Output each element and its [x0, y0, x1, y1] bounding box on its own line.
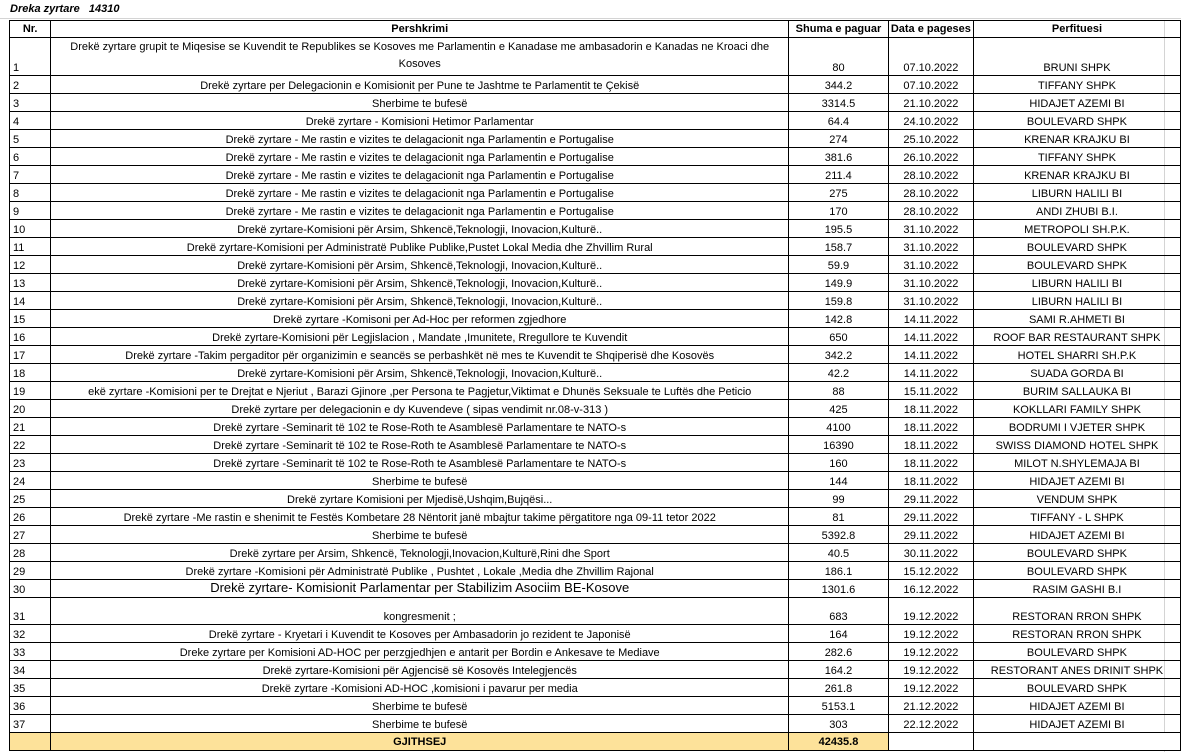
table-row — [10, 76, 1181, 94]
table-row — [10, 184, 1181, 202]
row-date-cell[interactable]: 16.12.2022 — [888, 580, 973, 598]
row-amount-cell[interactable]: 99 — [789, 490, 889, 508]
row-amount-cell[interactable]: 274 — [789, 130, 889, 148]
row-nr-cell[interactable]: 34 — [10, 661, 51, 679]
row-amount-cell[interactable]: 195.5 — [789, 220, 889, 238]
table-row — [10, 526, 1181, 544]
row-amount-cell[interactable]: 42.2 — [789, 364, 889, 382]
total-label[interactable]: GJITHSEJ — [51, 733, 789, 751]
row-date-cell[interactable]: 29.11.2022 — [888, 508, 973, 526]
row-nr-cell[interactable]: 37 — [10, 715, 51, 733]
row-date-cell[interactable]: 29.11.2022 — [888, 526, 973, 544]
row-nr-cell[interactable]: 13 — [10, 274, 51, 292]
row-date-cell[interactable]: 18.11.2022 — [888, 472, 973, 490]
row-beneficiary-cell[interactable]: LIBURN HALILI BI — [973, 274, 1180, 292]
table-row — [10, 715, 1181, 733]
table-row — [10, 292, 1181, 310]
row-beneficiary-cell[interactable]: KRENAR KRAJKU BI — [973, 166, 1180, 184]
row-amount-cell[interactable]: 16390 — [789, 436, 889, 454]
row-beneficiary-cell[interactable]: BRUNI SHPK — [973, 38, 1180, 76]
row-nr-cell[interactable]: 6 — [10, 148, 51, 166]
row-beneficiary-cell[interactable]: SUADA GORDA BI — [973, 364, 1180, 382]
table-row — [10, 38, 1181, 76]
row-date-cell[interactable]: 26.10.2022 — [888, 148, 973, 166]
row-amount-cell[interactable]: 159.8 — [789, 292, 889, 310]
row-nr-cell[interactable]: 14 — [10, 292, 51, 310]
row-beneficiary-cell[interactable]: HIDAJET AZEMI BI — [973, 715, 1180, 733]
row-amount-cell[interactable]: 142.8 — [789, 310, 889, 328]
table-row — [10, 454, 1181, 472]
row-description-cell[interactable]: Drekë zyrtare-Komisioni për Arsim, Shkencë,Teknologji, Inovacion,Kulturë.. — [51, 256, 789, 274]
row-nr-cell[interactable]: 32 — [10, 625, 51, 643]
table-row — [10, 274, 1181, 292]
row-beneficiary-cell[interactable]: ROOF BAR RESTAURANT SHPK — [973, 328, 1180, 346]
row-amount-cell[interactable]: 261.8 — [789, 679, 889, 697]
row-description-cell[interactable]: Drekë zyrtare-Komisioni për Arsim, Shkencë,Teknologji, Inovacion,Kulturë.. — [51, 274, 789, 292]
row-amount-cell[interactable]: 4100 — [789, 418, 889, 436]
row-beneficiary-cell[interactable]: LIBURN HALILI BI — [973, 292, 1180, 310]
row-nr-cell[interactable]: 33 — [10, 643, 51, 661]
row-amount-cell[interactable]: 342.2 — [789, 346, 889, 364]
table-row — [10, 382, 1181, 400]
row-nr-cell[interactable]: 15 — [10, 310, 51, 328]
row-beneficiary-cell[interactable]: BOULEVARD SHPK — [973, 256, 1180, 274]
row-date-cell[interactable]: 07.10.2022 — [888, 76, 973, 94]
header-amount[interactable]: Shuma e paguar — [789, 21, 889, 38]
row-date-cell[interactable]: 19.12.2022 — [888, 661, 973, 679]
row-nr-cell[interactable]: 5 — [10, 130, 51, 148]
row-amount-cell[interactable]: 170 — [789, 202, 889, 220]
row-description-cell[interactable]: Drekë zyrtare-Komisioni për Arsim, Shkencë,Teknologji, Inovacion,Kulturë.. — [51, 364, 789, 382]
row-date-cell[interactable]: 15.11.2022 — [888, 382, 973, 400]
row-nr-cell[interactable]: 10 — [10, 220, 51, 238]
row-date-cell[interactable]: 18.11.2022 — [888, 400, 973, 418]
row-amount-cell[interactable]: 64.4 — [789, 112, 889, 130]
row-amount-cell[interactable]: 149.9 — [789, 274, 889, 292]
row-nr-cell[interactable]: 27 — [10, 526, 51, 544]
table-row — [10, 697, 1181, 715]
row-nr-cell[interactable]: 12 — [10, 256, 51, 274]
row-nr-cell[interactable]: 30 — [10, 580, 51, 598]
table-row — [10, 562, 1181, 580]
row-amount-cell[interactable]: 80 — [789, 38, 889, 76]
row-description-cell[interactable]: Sherbime te bufesë — [51, 715, 789, 733]
row-description-cell[interactable]: Drekë zyrtare per Arsim, Shkencë, Teknologji,Inovacion,Kulturë,Rini dhe Sport — [51, 544, 789, 562]
row-beneficiary-cell[interactable]: BOULEVARD SHPK — [973, 643, 1180, 661]
row-date-cell[interactable]: 31.10.2022 — [888, 238, 973, 256]
row-beneficiary-cell[interactable]: BODRUMI I VJETER SHPK — [973, 418, 1180, 436]
row-date-cell[interactable]: 19.12.2022 — [888, 598, 973, 625]
row-beneficiary-cell[interactable]: ANDI ZHUBI B.I. — [973, 202, 1180, 220]
row-date-cell[interactable]: 29.11.2022 — [888, 490, 973, 508]
total-amount[interactable]: 42435.8 — [789, 733, 889, 751]
row-nr-cell[interactable]: 1 — [10, 38, 51, 76]
table-row — [10, 94, 1181, 112]
row-date-cell[interactable]: 28.10.2022 — [888, 166, 973, 184]
row-beneficiary-cell[interactable]: TIFFANY - L SHPK — [973, 508, 1180, 526]
row-date-cell[interactable]: 07.10.2022 — [888, 38, 973, 76]
row-beneficiary-cell[interactable]: TIFFANY SHPK — [973, 148, 1180, 166]
row-date-cell[interactable]: 22.12.2022 — [888, 715, 973, 733]
row-date-cell[interactable]: 24.10.2022 — [888, 112, 973, 130]
row-beneficiary-cell[interactable]: BOULEVARD SHPK — [973, 679, 1180, 697]
row-date-cell[interactable]: 25.10.2022 — [888, 130, 973, 148]
header-beneficiary[interactable]: Perfituesi — [973, 21, 1180, 38]
header-nr[interactable]: Nr. — [10, 21, 51, 38]
row-nr-cell[interactable]: 26 — [10, 508, 51, 526]
row-amount-cell[interactable]: 683 — [789, 598, 889, 625]
row-description-cell[interactable]: Sherbime te bufesë — [51, 697, 789, 715]
table-row — [10, 112, 1181, 130]
row-nr-cell[interactable]: 31 — [10, 598, 51, 625]
total-nr-cell[interactable] — [10, 733, 51, 751]
row-nr-cell[interactable]: 22 — [10, 436, 51, 454]
row-amount-cell[interactable]: 59.9 — [789, 256, 889, 274]
table-row — [10, 661, 1181, 679]
row-description-cell[interactable]: Drekë zyrtare per Delegacionin e Komisionit per Pune te Jashtme te Parlamentit te Çekisë — [51, 76, 789, 94]
row-beneficiary-cell[interactable]: MILOT N.SHYLEMAJA BI — [973, 454, 1180, 472]
row-amount-cell[interactable]: 303 — [789, 715, 889, 733]
row-description-cell[interactable]: Drekë zyrtare -Komisioni për Administratë Publike , Pushtet , Lokale ,Media dhe Zhvillim Rajonal — [51, 562, 789, 580]
table-row — [10, 490, 1181, 508]
row-amount-cell[interactable]: 186.1 — [789, 562, 889, 580]
row-divider — [0, 18, 1181, 19]
row-nr-cell[interactable]: 9 — [10, 202, 51, 220]
row-amount-cell[interactable]: 144 — [789, 472, 889, 490]
row-nr-cell[interactable]: 24 — [10, 472, 51, 490]
row-description-cell[interactable]: Drekë zyrtare -Komisioni AD-HOC ,komisioni i pavarur per media — [51, 679, 789, 697]
row-description-cell[interactable]: Drekë zyrtare-Komisioni për Arsim, Shkencë,Teknologji, Inovacion,Kulturë.. — [51, 292, 789, 310]
row-description-cell[interactable]: Drekë zyrtare-Komisioni për Legjislacion , Mandate ,Imunitete, Rregullore te Kuvendit — [51, 328, 789, 346]
table-row — [10, 310, 1181, 328]
row-amount-cell[interactable]: 88 — [789, 382, 889, 400]
row-amount-cell[interactable]: 5153.1 — [789, 697, 889, 715]
row-beneficiary-cell[interactable]: HOTEL SHARRI SH.P.K — [973, 346, 1180, 364]
table-row — [10, 436, 1181, 454]
row-description-cell[interactable]: Drekë zyrtare -Seminarit të 102 te Rose-Roth te Asamblesë Parlamentare te NATO-s — [51, 418, 789, 436]
row-amount-cell[interactable]: 275 — [789, 184, 889, 202]
row-beneficiary-cell[interactable]: KRENAR KRAJKU BI — [973, 130, 1180, 148]
row-date-cell[interactable]: 19.12.2022 — [888, 643, 973, 661]
row-description-cell[interactable]: Drekë zyrtare - Komisioni Hetimor Parlamentar — [51, 112, 789, 130]
row-description-cell[interactable]: Drekë zyrtare - Kryetari i Kuvendit te Kosoves per Ambasadorin jo rezident te Japonisë — [51, 625, 789, 643]
row-description-cell[interactable]: Drekë zyrtare- Komisionit Parlamentar per Stabilizim Asociim BE-Kosove — [51, 580, 789, 598]
row-amount-cell[interactable]: 40.5 — [789, 544, 889, 562]
table-row — [10, 328, 1181, 346]
row-description-cell[interactable]: Drekë zyrtare - Me rastin e vizites te delagacionit nga Parlamentin e Portugalise — [51, 166, 789, 184]
row-nr-cell[interactable]: 25 — [10, 490, 51, 508]
row-description-cell[interactable]: Drekë zyrtare -Takim pergaditor për organizimin e seancës se perbashkët në mes te Kuvendit te Shqiperisë dhe Kosovës — [51, 346, 789, 364]
row-date-cell[interactable]: 31.10.2022 — [888, 292, 973, 310]
sheet-caption: Dreka zyrtare 14310 — [10, 3, 120, 15]
row-amount-cell[interactable]: 381.6 — [789, 148, 889, 166]
table-row — [10, 256, 1181, 274]
table-row — [10, 238, 1181, 256]
row-description-cell[interactable]: ekë zyrtare -Komisioni per te Drejtat e Njeriut , Barazi Gjinore ,per Persona te Pagjetur,Viktimat e Dhunës Seksuale te Luftës dhe Peticio — [51, 382, 789, 400]
table-row — [10, 598, 1181, 625]
header-row — [10, 21, 1181, 38]
row-nr-cell[interactable]: 8 — [10, 184, 51, 202]
table-row — [10, 166, 1181, 184]
row-date-cell[interactable]: 31.10.2022 — [888, 220, 973, 238]
row-beneficiary-cell[interactable]: KOKLLARI FAMILY SHPK — [973, 400, 1180, 418]
row-beneficiary-cell[interactable]: RASIM GASHI B.I — [973, 580, 1180, 598]
row-nr-cell[interactable]: 4 — [10, 112, 51, 130]
row-date-cell[interactable]: 14.11.2022 — [888, 364, 973, 382]
row-description-cell[interactable]: Drekë zyrtare-Komisioni për Arsim, Shkencë,Teknologji, Inovacion,Kulturë.. — [51, 220, 789, 238]
expenses-table — [9, 20, 1181, 751]
row-beneficiary-cell[interactable]: HIDAJET AZEMI BI — [973, 94, 1180, 112]
row-beneficiary-cell[interactable]: HIDAJET AZEMI BI — [973, 697, 1180, 715]
row-description-cell[interactable]: Drekë zyrtare - Me rastin e vizites te delagacionit nga Parlamentin e Portugalise — [51, 130, 789, 148]
row-description-cell[interactable]: Drekë zyrtare-Komisioni per Administratë Publike Publike,Pustet Lokal Media dhe Zhvillim Rural — [51, 238, 789, 256]
row-amount-cell[interactable]: 344.2 — [789, 76, 889, 94]
row-date-cell[interactable]: 15.12.2022 — [888, 562, 973, 580]
row-nr-cell[interactable]: 17 — [10, 346, 51, 364]
table-row — [10, 400, 1181, 418]
row-description-cell[interactable]: Drekë zyrtare grupit te Miqesise se Kuvendit te Republikes se Kosoves me Parlamentin e Kanadase me ambasadorin e Kanadas ne Kroaci dhe Kosoves — [51, 38, 789, 76]
total-beneficiary-cell[interactable] — [973, 733, 1180, 751]
row-description-cell[interactable]: Drekë zyrtare Komisioni per Mjedisë,Ushqim,Bujqësi... — [51, 490, 789, 508]
row-date-cell[interactable]: 30.11.2022 — [888, 544, 973, 562]
row-date-cell[interactable]: 14.11.2022 — [888, 346, 973, 364]
row-date-cell[interactable]: 18.11.2022 — [888, 418, 973, 436]
row-amount-cell[interactable]: 3314.5 — [789, 94, 889, 112]
row-beneficiary-cell[interactable]: BOULEVARD SHPK — [973, 544, 1180, 562]
row-amount-cell[interactable]: 211.4 — [789, 166, 889, 184]
row-description-cell[interactable]: Sherbime te bufesë — [51, 94, 789, 112]
row-date-cell[interactable]: 14.11.2022 — [888, 328, 973, 346]
row-nr-cell[interactable]: 3 — [10, 94, 51, 112]
row-amount-cell[interactable]: 81 — [789, 508, 889, 526]
row-description-cell[interactable]: Drekë zyrtare -Seminarit të 102 te Rose-Roth te Asamblesë Parlamentare te NATO-s — [51, 436, 789, 454]
row-description-cell[interactable]: Drekë zyrtare -Seminarit të 102 te Rose-Roth te Asamblesë Parlamentare te NATO-s — [51, 454, 789, 472]
row-beneficiary-cell[interactable]: BOULEVARD SHPK — [973, 562, 1180, 580]
row-beneficiary-cell[interactable]: HIDAJET AZEMI BI — [973, 472, 1180, 490]
row-description-cell[interactable]: Sherbime te bufesë — [51, 472, 789, 490]
row-amount-cell[interactable]: 650 — [789, 328, 889, 346]
row-date-cell[interactable]: 28.10.2022 — [888, 184, 973, 202]
row-date-cell[interactable]: 31.10.2022 — [888, 256, 973, 274]
row-description-cell[interactable]: Drekë zyrtare - Me rastin e vizites te delagacionit nga Parlamentin e Portugalise — [51, 184, 789, 202]
table-row — [10, 643, 1181, 661]
row-amount-cell[interactable]: 160 — [789, 454, 889, 472]
table-row — [10, 130, 1181, 148]
row-date-cell[interactable]: 28.10.2022 — [888, 202, 973, 220]
row-beneficiary-cell[interactable]: BOULEVARD SHPK — [973, 112, 1180, 130]
row-description-cell[interactable]: Drekë zyrtare -Me rastin e shenimit te Festës Kombetare 28 Nëntorit janë mbajtur takime përgatitore nga 09-11 tetor 2022 — [51, 508, 789, 526]
row-nr-cell[interactable]: 2 — [10, 76, 51, 94]
row-beneficiary-cell[interactable]: HIDAJET AZEMI BI — [973, 526, 1180, 544]
row-description-cell[interactable]: Sherbime te bufesë — [51, 526, 789, 544]
row-description-cell[interactable]: Drekë zyrtare per delegacionin e dy Kuvendeve ( sipas vendimit nr.08-v-313 ) — [51, 400, 789, 418]
row-date-cell[interactable]: 14.11.2022 — [888, 310, 973, 328]
row-nr-cell[interactable]: 35 — [10, 679, 51, 697]
row-beneficiary-cell[interactable]: RESTORAN RRON SHPK — [973, 625, 1180, 643]
row-amount-cell[interactable]: 425 — [789, 400, 889, 418]
total-row — [10, 733, 1181, 751]
header-description[interactable]: Pershkrimi — [51, 21, 789, 38]
header-date[interactable]: Data e pageses — [888, 21, 973, 38]
row-amount-cell[interactable]: 5392.8 — [789, 526, 889, 544]
table-row — [10, 679, 1181, 697]
row-amount-cell[interactable]: 1301.6 — [789, 580, 889, 598]
row-nr-cell[interactable]: 7 — [10, 166, 51, 184]
table-row — [10, 508, 1181, 526]
row-nr-cell[interactable]: 20 — [10, 400, 51, 418]
row-description-cell[interactable]: Drekë zyrtare-Komisioni për Agjencisë së Kosovës Intelegjencës — [51, 661, 789, 679]
row-beneficiary-cell[interactable]: SAMI R.AHMETI BI — [973, 310, 1180, 328]
row-beneficiary-cell[interactable]: RESTORAN RRON SHPK — [973, 598, 1180, 625]
row-amount-cell[interactable]: 158.7 — [789, 238, 889, 256]
row-beneficiary-cell[interactable]: LIBURN HALILI BI — [973, 184, 1180, 202]
row-nr-cell[interactable]: 23 — [10, 454, 51, 472]
row-date-cell[interactable]: 31.10.2022 — [888, 274, 973, 292]
row-nr-cell[interactable]: 19 — [10, 382, 51, 400]
row-date-cell[interactable]: 21.12.2022 — [888, 697, 973, 715]
table-row — [10, 625, 1181, 643]
row-beneficiary-cell[interactable]: METROPOLI SH.P.K. — [973, 220, 1180, 238]
row-description-cell[interactable]: Drekë zyrtare - Me rastin e vizites te delagacionit nga Parlamentin e Portugalise — [51, 202, 789, 220]
table-row — [10, 364, 1181, 382]
table-row — [10, 580, 1181, 598]
row-beneficiary-cell[interactable]: TIFFANY SHPK — [973, 76, 1180, 94]
row-date-cell[interactable]: 19.12.2022 — [888, 625, 973, 643]
row-nr-cell[interactable]: 36 — [10, 697, 51, 715]
row-beneficiary-cell[interactable]: BOULEVARD SHPK — [973, 238, 1180, 256]
row-nr-cell[interactable]: 29 — [10, 562, 51, 580]
row-description-cell[interactable]: Drekë zyrtare - Me rastin e vizites te delagacionit nga Parlamentin e Portugalise — [51, 148, 789, 166]
table-row — [10, 472, 1181, 490]
row-beneficiary-cell[interactable]: SWISS DIAMOND HOTEL SHPK — [973, 436, 1180, 454]
row-beneficiary-cell[interactable]: BURIM SALLAUKA BI — [973, 382, 1180, 400]
row-beneficiary-cell[interactable]: RESTORANT ANES DRINIT SHPK — [973, 661, 1180, 679]
row-amount-cell[interactable]: 164 — [789, 625, 889, 643]
table-row — [10, 220, 1181, 238]
row-amount-cell[interactable]: 164.2 — [789, 661, 889, 679]
row-date-cell[interactable]: 19.12.2022 — [888, 679, 973, 697]
row-description-cell[interactable]: Drekë zyrtare -Komisoni per Ad-Hoc per reformen zgjedhore — [51, 310, 789, 328]
row-date-cell[interactable]: 21.10.2022 — [888, 94, 973, 112]
row-nr-cell[interactable]: 16 — [10, 328, 51, 346]
table-row — [10, 418, 1181, 436]
table-row — [10, 346, 1181, 364]
row-amount-cell[interactable]: 282.6 — [789, 643, 889, 661]
table-row — [10, 148, 1181, 166]
row-nr-cell[interactable]: 18 — [10, 364, 51, 382]
row-description-cell[interactable]: kongresmenit ; — [51, 598, 789, 625]
row-nr-cell[interactable]: 11 — [10, 238, 51, 256]
row-beneficiary-cell[interactable]: VENDUM SHPK — [973, 490, 1180, 508]
row-description-cell[interactable]: Dreke zyrtare per Komisioni AD-HOC per perzgjedhjen e antarit per Bordin e Ankesave te Mediave — [51, 643, 789, 661]
total-date-cell[interactable] — [888, 733, 973, 751]
row-nr-cell[interactable]: 28 — [10, 544, 51, 562]
row-date-cell[interactable]: 18.11.2022 — [888, 436, 973, 454]
row-date-cell[interactable]: 18.11.2022 — [888, 454, 973, 472]
row-nr-cell[interactable]: 21 — [10, 418, 51, 436]
table-row — [10, 202, 1181, 220]
table-row — [10, 544, 1181, 562]
